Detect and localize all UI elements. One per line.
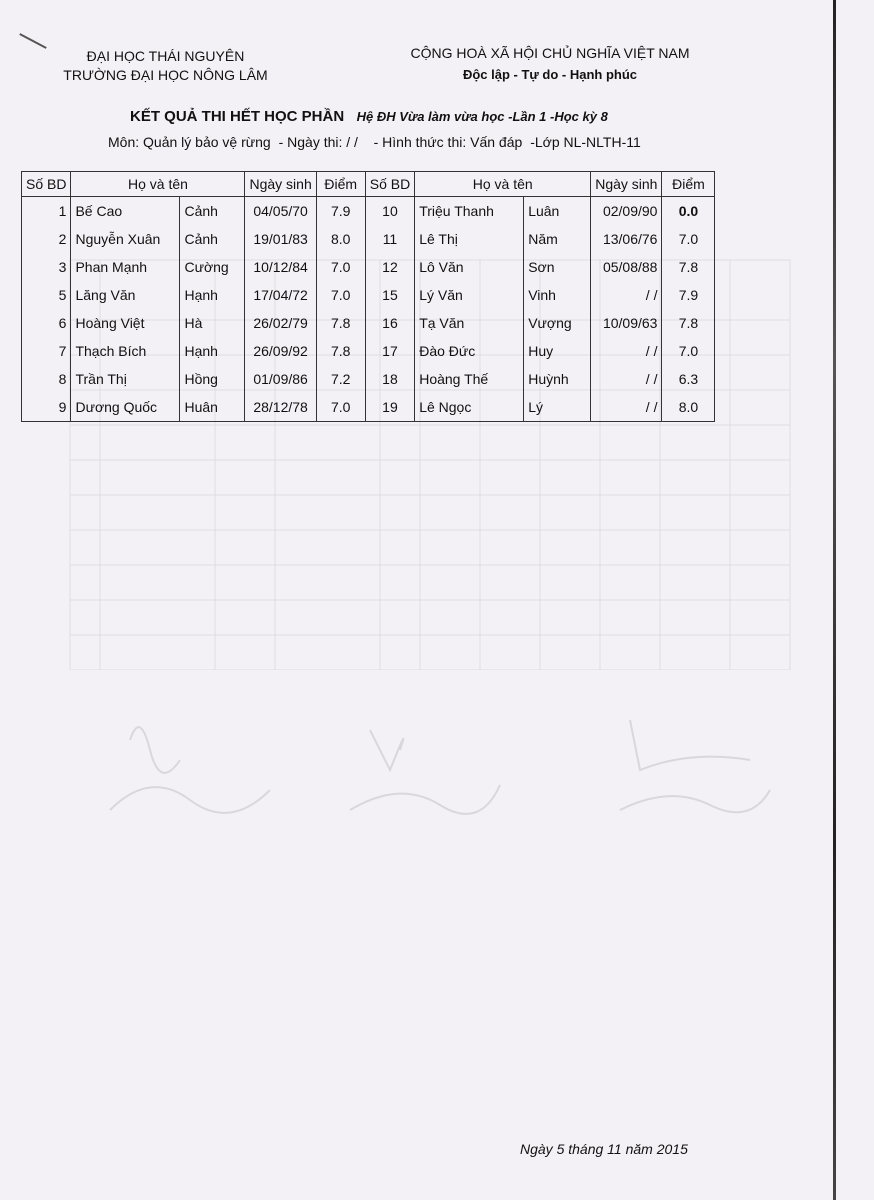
results-table — [21, 171, 715, 422]
student-surname: Nguyễn Xuân — [71, 225, 180, 253]
date-of-birth-2: 05/08/88 — [591, 253, 662, 281]
student-surname-2: Tạ Văn — [415, 309, 524, 337]
seat-number: 2 — [22, 225, 71, 253]
institution-header — [58, 47, 273, 85]
score-2: 6.3 — [662, 365, 715, 393]
student-given-name: Hạnh — [180, 281, 245, 309]
table-row — [22, 337, 715, 365]
student-surname: Hoàng Việt — [71, 309, 180, 337]
subject-label: Môn: Quản lý bảo vệ rừng — [108, 134, 271, 150]
date-of-birth: 10/12/84 — [245, 253, 316, 281]
seat-number: 3 — [22, 253, 71, 281]
student-given-name: Hồng — [180, 365, 245, 393]
exam-info — [108, 134, 645, 150]
date-of-birth-2: / / — [591, 337, 662, 365]
col-header-sbd: Số BD — [22, 172, 71, 197]
date-of-birth-2: 13/06/76 — [591, 225, 662, 253]
seat-number: 6 — [22, 309, 71, 337]
student-surname-2: Đào Đức — [415, 337, 524, 365]
score-2: 7.8 — [662, 309, 715, 337]
date-of-birth-2: / / — [591, 365, 662, 393]
seat-number: 8 — [22, 365, 71, 393]
seat-number-2: 10 — [365, 197, 414, 226]
scan-edge — [833, 0, 836, 1200]
student-surname-2: Triệu Thanh — [415, 197, 524, 226]
seat-number-2: 12 — [365, 253, 414, 281]
score: 7.0 — [316, 281, 365, 309]
score: 7.0 — [316, 393, 365, 422]
country-name: CỘNG HOÀ XÃ HỘI CHỦ NGHĨA VIỆT NAM — [410, 45, 690, 61]
score-2: 8.0 — [662, 393, 715, 422]
student-surname: Phan Mạnh — [71, 253, 180, 281]
student-surname: Trần Thị — [71, 365, 180, 393]
score: 7.8 — [316, 309, 365, 337]
student-surname: Thạch Bích — [71, 337, 180, 365]
student-given-name-2: Năm — [524, 225, 591, 253]
exam-date-label: - Ngày thi: / / — [278, 134, 358, 150]
class-label: -Lớp NL-NLTH-11 — [530, 134, 641, 150]
score: 7.9 — [316, 197, 365, 226]
student-given-name: Hạnh — [180, 337, 245, 365]
title-line — [130, 108, 608, 126]
exam-form-label: - Hình thức thi: Vấn đáp — [373, 134, 523, 150]
date-of-birth: 17/04/72 — [245, 281, 316, 309]
student-given-name-2: Huy — [524, 337, 591, 365]
document-title: KẾT QUẢ THI HẾT HỌC PHẦN — [130, 108, 345, 125]
student-given-name-2: Vượng — [524, 309, 591, 337]
date-of-birth: 26/02/79 — [245, 309, 316, 337]
date-of-birth: 19/01/83 — [245, 225, 316, 253]
table-row — [22, 365, 715, 393]
table-row — [22, 197, 715, 226]
col-header-name-2: Họ và tên — [415, 172, 591, 197]
document-subtitle: Hệ ĐH Vừa làm vừa học -Lần 1 -Học kỳ 8 — [356, 109, 608, 124]
date-of-birth: 26/09/92 — [245, 337, 316, 365]
score-2: 7.0 — [662, 337, 715, 365]
col-header-score: Điểm — [316, 172, 365, 197]
signing-date: Ngày 5 tháng 11 năm 2015 — [520, 1141, 688, 1157]
date-of-birth: 28/12/78 — [245, 393, 316, 422]
student-surname-2: Lê Ngọc — [415, 393, 524, 422]
seat-number-2: 17 — [365, 337, 414, 365]
seat-number: 1 — [22, 197, 71, 226]
university-name: ĐẠI HỌC THÁI NGUYÊN — [86, 48, 245, 64]
national-motto: Độc lập - Tự do - Hạnh phúc — [462, 67, 638, 82]
student-given-name-2: Sơn — [524, 253, 591, 281]
student-given-name-2: Luân — [524, 197, 591, 226]
student-surname: Dương Quốc — [71, 393, 180, 422]
student-given-name-2: Lý — [524, 393, 591, 422]
date-of-birth-2: 10/09/63 — [591, 309, 662, 337]
score: 8.0 — [316, 225, 365, 253]
student-surname-2: Hoàng Thế — [415, 365, 524, 393]
date-of-birth-2: / / — [591, 281, 662, 309]
student-given-name: Cường — [180, 253, 245, 281]
table-header-row — [22, 172, 715, 197]
student-given-name: Cảnh — [180, 197, 245, 226]
col-header-name: Họ và tên — [71, 172, 245, 197]
score-2: 7.0 — [662, 225, 715, 253]
table-row — [22, 225, 715, 253]
score: 7.8 — [316, 337, 365, 365]
student-given-name-2: Huỳnh — [524, 365, 591, 393]
school-name: TRƯỜNG ĐẠI HỌC NÔNG LÂM — [63, 67, 268, 83]
seat-number-2: 11 — [365, 225, 414, 253]
score-2: 0.0 — [662, 197, 715, 226]
scan-corner-mark — [19, 33, 46, 49]
seat-number: 5 — [22, 281, 71, 309]
date-of-birth-2: 02/09/90 — [591, 197, 662, 226]
seat-number-2: 16 — [365, 309, 414, 337]
table-row — [22, 253, 715, 281]
score-2: 7.8 — [662, 253, 715, 281]
date-of-birth: 04/05/70 — [245, 197, 316, 226]
signature-mark-1 — [100, 690, 280, 830]
signature-mark-3 — [600, 690, 780, 830]
national-header — [400, 43, 700, 85]
col-header-dob-2: Ngày sinh — [591, 172, 662, 197]
student-surname-2: Lý Văn — [415, 281, 524, 309]
seat-number-2: 19 — [365, 393, 414, 422]
student-given-name: Hà — [180, 309, 245, 337]
student-surname: Lăng Văn — [71, 281, 180, 309]
seat-number-2: 15 — [365, 281, 414, 309]
student-surname-2: Lô Văn — [415, 253, 524, 281]
student-given-name: Cảnh — [180, 225, 245, 253]
score: 7.2 — [316, 365, 365, 393]
date-of-birth: 01/09/86 — [245, 365, 316, 393]
date-of-birth-2: / / — [591, 393, 662, 422]
student-given-name: Huân — [180, 393, 245, 422]
seat-number-2: 18 — [365, 365, 414, 393]
col-header-score-2: Điểm — [662, 172, 715, 197]
score: 7.0 — [316, 253, 365, 281]
col-header-dob: Ngày sinh — [245, 172, 316, 197]
table-row — [22, 393, 715, 422]
signature-mark-2 — [330, 690, 510, 830]
col-header-sbd-2: Số BD — [365, 172, 414, 197]
seat-number: 7 — [22, 337, 71, 365]
seat-number: 9 — [22, 393, 71, 422]
score-2: 7.9 — [662, 281, 715, 309]
student-given-name-2: Vinh — [524, 281, 591, 309]
student-surname: Bế Cao — [71, 197, 180, 226]
table-row — [22, 309, 715, 337]
table-row — [22, 281, 715, 309]
student-surname-2: Lê Thị — [415, 225, 524, 253]
